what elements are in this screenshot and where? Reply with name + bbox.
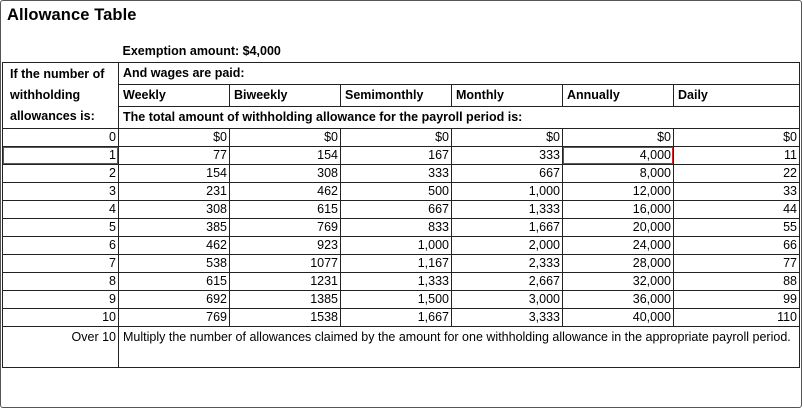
allowance-amount-cell-daily: 11 xyxy=(674,147,800,165)
allowance-amount-cell-semimonthly: 1,167 xyxy=(341,255,452,273)
allowance-amount-cell-semimonthly: 667 xyxy=(341,201,452,219)
allowance-amount-cell-annually: 32,000 xyxy=(563,273,674,291)
allowances-column-header: If the number of withholding allowances is: xyxy=(3,63,119,129)
allowance-amount-cell-daily: 55 xyxy=(674,219,800,237)
allowance-amount-cell-biweekly: $0 xyxy=(230,129,341,147)
allowance-amount-cell-weekly: 538 xyxy=(119,255,230,273)
allowance-amount-cell-biweekly: 1385 xyxy=(230,291,341,309)
exemption-amount: Exemption amount: $4,000 xyxy=(122,44,281,58)
allowance-amount-cell-semimonthly: 167 xyxy=(341,147,452,165)
table-row xyxy=(3,273,800,291)
allowance-amount-cell-monthly: 333 xyxy=(452,147,563,165)
allowance-amount-cell-biweekly: 1231 xyxy=(230,273,341,291)
allowance-amount-cell-monthly: 1,667 xyxy=(452,219,563,237)
allowance-count-cell: 6 xyxy=(3,237,119,255)
allowance-amount-cell-biweekly: 1538 xyxy=(230,309,341,327)
allowance-amount-cell-biweekly: 154 xyxy=(230,147,341,165)
table-row xyxy=(3,309,800,327)
table-row xyxy=(3,237,800,255)
allowance-count-cell: 4 xyxy=(3,201,119,219)
period-header-weekly: Weekly xyxy=(119,85,230,107)
allowance-amount-cell-semimonthly: 1,500 xyxy=(341,291,452,309)
allowance-count-cell: 10 xyxy=(3,309,119,327)
allowance-count-cell: 3 xyxy=(3,183,119,201)
table-row xyxy=(3,147,800,165)
allowance-amount-cell-weekly: 462 xyxy=(119,237,230,255)
allowance-amount-cell-biweekly: 769 xyxy=(230,219,341,237)
allowance-count-cell: 8 xyxy=(3,273,119,291)
allowance-amount-cell-semimonthly: 1,333 xyxy=(341,273,452,291)
allowance-amount-cell-daily: 77 xyxy=(674,255,800,273)
table-row xyxy=(3,291,800,309)
allowance-amount-cell-biweekly: 615 xyxy=(230,201,341,219)
period-header-monthly: Monthly xyxy=(452,85,563,107)
allowance-amount-cell-daily: 44 xyxy=(674,201,800,219)
period-header-annually: Annually xyxy=(563,85,674,107)
table-row xyxy=(3,129,800,147)
allowance-count-cell: 0 xyxy=(3,129,119,147)
allowance-amount-cell-monthly: 2,000 xyxy=(452,237,563,255)
table-row xyxy=(3,255,800,273)
allowance-amount-cell-daily: 88 xyxy=(674,273,800,291)
allowance-amount-cell-daily: 22 xyxy=(674,165,800,183)
allowance-count-cell: 2 xyxy=(3,165,119,183)
over-10-label: Over 10 xyxy=(3,327,119,368)
allowance-amount-cell-monthly: 1,333 xyxy=(452,201,563,219)
allowance-amount-cell-annually: 28,000 xyxy=(563,255,674,273)
allowance-amount-cell-semimonthly: 833 xyxy=(341,219,452,237)
allowance-amount-cell-weekly: 231 xyxy=(119,183,230,201)
allowance-amount-cell-annually: 4,000 xyxy=(563,147,674,165)
period-header-biweekly: Biweekly xyxy=(230,85,341,107)
allowance-amount-cell-daily: 110 xyxy=(674,309,800,327)
total-allowance-caption: The total amount of withholding allowance for the payroll period is: xyxy=(119,107,800,129)
allowance-amount-cell-weekly: 692 xyxy=(119,291,230,309)
allowance-amount-cell-annually: 36,000 xyxy=(563,291,674,309)
allowance-amount-cell-biweekly: 923 xyxy=(230,237,341,255)
allowance-amount-cell-annually: 40,000 xyxy=(563,309,674,327)
period-header-daily: Daily xyxy=(674,85,800,107)
allowance-amount-cell-annually: $0 xyxy=(563,129,674,147)
allowance-amount-cell-semimonthly: 500 xyxy=(341,183,452,201)
table-row xyxy=(3,201,800,219)
period-header-semimonthly: Semimonthly xyxy=(341,85,452,107)
table-row xyxy=(3,183,800,201)
allowance-amount-cell-monthly: 1,000 xyxy=(452,183,563,201)
table-row xyxy=(3,219,800,237)
allowance-amount-cell-weekly: 308 xyxy=(119,201,230,219)
allowance-amount-cell-weekly: 154 xyxy=(119,165,230,183)
allowance-amount-cell-annually: 12,000 xyxy=(563,183,674,201)
allowance-amount-cell-biweekly: 308 xyxy=(230,165,341,183)
allowance-amount-cell-annually: 8,000 xyxy=(563,165,674,183)
allowance-amount-cell-weekly: $0 xyxy=(119,129,230,147)
allowance-amount-cell-monthly: 667 xyxy=(452,165,563,183)
allowance-amount-cell-weekly: 615 xyxy=(119,273,230,291)
over-10-instruction: Multiply the number of allowances claimed by the amount for one withholding allowance in the appropriate payroll period. xyxy=(119,327,800,368)
allowance-amount-cell-daily: 33 xyxy=(674,183,800,201)
allowance-amount-cell-annually: 16,000 xyxy=(563,201,674,219)
allowance-table xyxy=(2,40,800,368)
allowance-amount-cell-daily: 66 xyxy=(674,237,800,255)
allowance-amount-cell-monthly: $0 xyxy=(452,129,563,147)
allowance-amount-cell-annually: 20,000 xyxy=(563,219,674,237)
allowance-count-cell: 7 xyxy=(3,255,119,273)
allowance-amount-cell-daily: 99 xyxy=(674,291,800,309)
allowance-amount-cell-biweekly: 462 xyxy=(230,183,341,201)
allowance-amount-cell-monthly: 2,667 xyxy=(452,273,563,291)
allowance-count-cell: 9 xyxy=(3,291,119,309)
allowance-amount-cell-weekly: 385 xyxy=(119,219,230,237)
allowance-amount-cell-annually: 24,000 xyxy=(563,237,674,255)
allowance-amount-cell-monthly: 3,333 xyxy=(452,309,563,327)
allowance-amount-cell-semimonthly: 1,667 xyxy=(341,309,452,327)
allowance-amount-cell-biweekly: 1077 xyxy=(230,255,341,273)
allowance-amount-cell-semimonthly: 1,000 xyxy=(341,237,452,255)
allowance-amount-cell-weekly: 769 xyxy=(119,309,230,327)
table-row xyxy=(3,165,800,183)
allowance-amount-cell-semimonthly: 333 xyxy=(341,165,452,183)
allowance-amount-cell-semimonthly: $0 xyxy=(341,129,452,147)
allowance-count-cell: 5 xyxy=(3,219,119,237)
allowance-amount-cell-monthly: 3,000 xyxy=(452,291,563,309)
allowance-count-cell: 1 xyxy=(3,147,119,165)
allowance-amount-cell-weekly: 77 xyxy=(119,147,230,165)
allowance-amount-cell-daily: $0 xyxy=(674,129,800,147)
allowance-amount-cell-monthly: 2,333 xyxy=(452,255,563,273)
wages-paid-header: And wages are paid: xyxy=(119,63,800,85)
page-title: Allowance Table xyxy=(7,6,137,24)
